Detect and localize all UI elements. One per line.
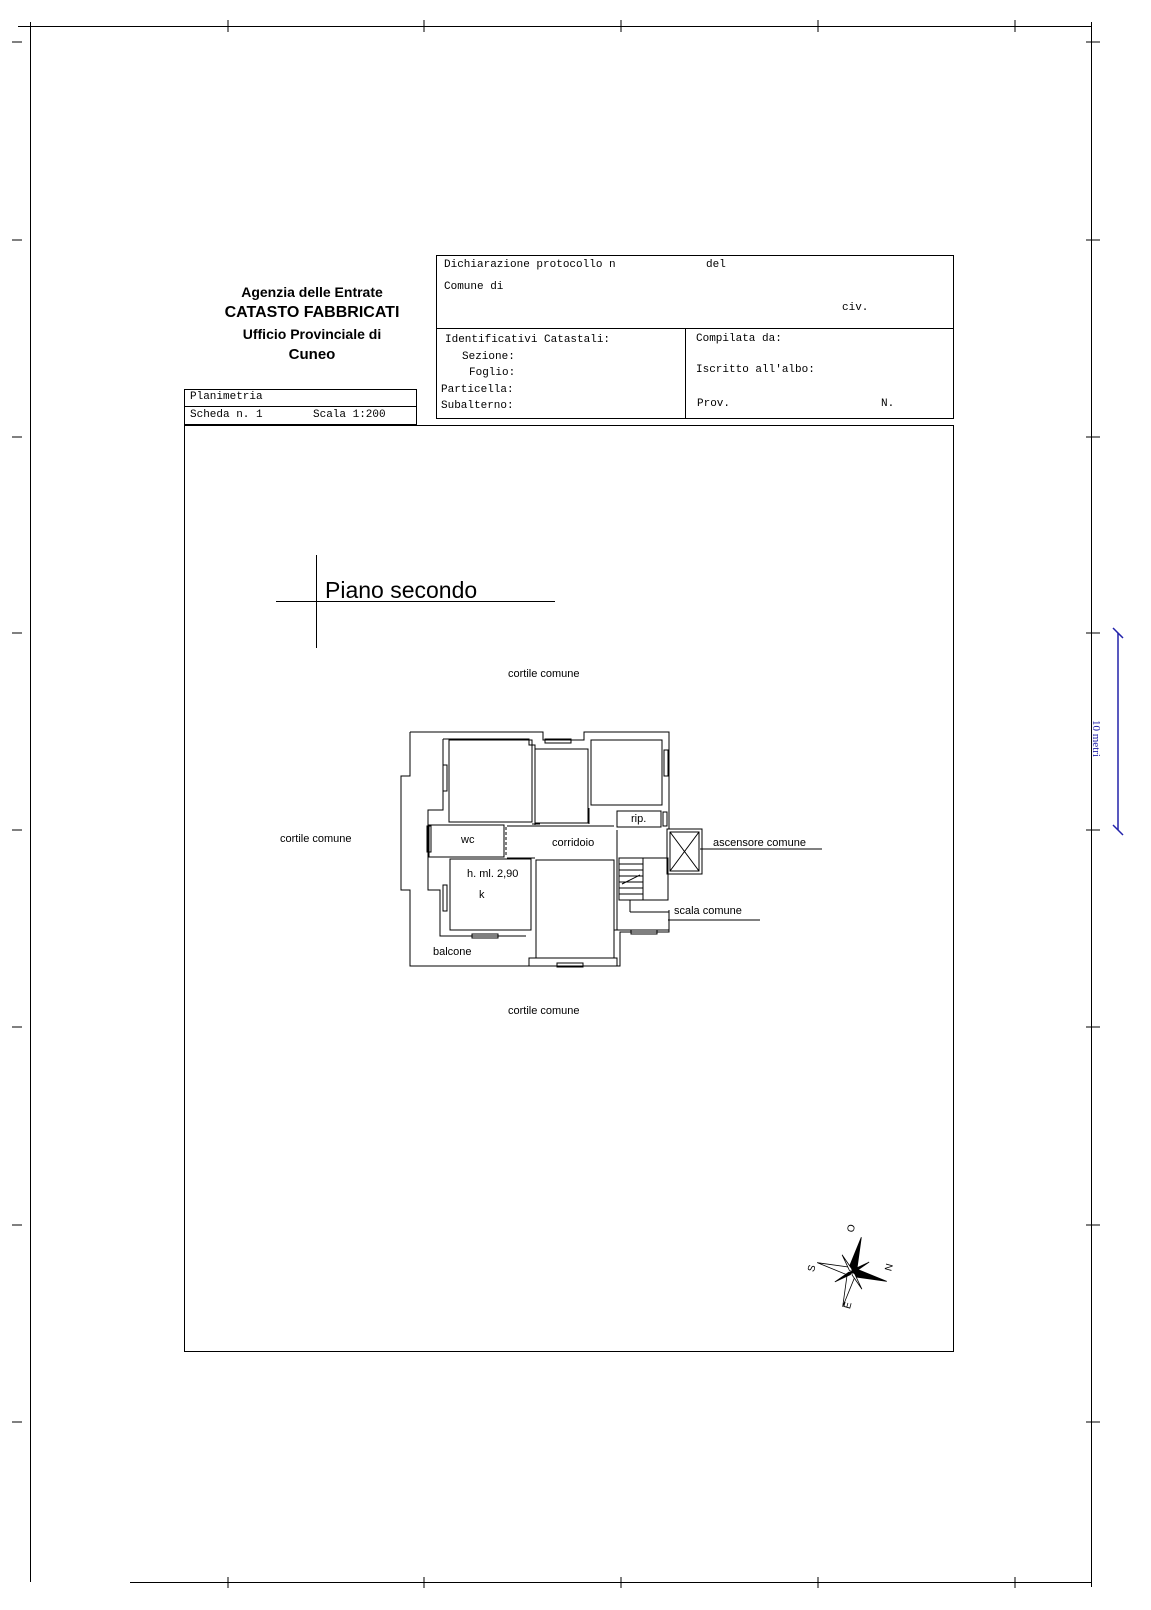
- room-kitchen: k: [479, 889, 485, 901]
- court-label-top: cortile comune: [508, 668, 580, 680]
- foglio-label: Foglio:: [469, 367, 516, 379]
- sezione-label: Sezione:: [462, 351, 515, 363]
- compass-west: O: [845, 1223, 859, 1234]
- office-city: Cuneo: [288, 346, 336, 363]
- ceiling-height: h. ml. 2,90: [467, 868, 519, 880]
- compass-north: N: [883, 1262, 896, 1273]
- compass-south: S: [806, 1263, 819, 1274]
- civ-label: civ.: [842, 302, 869, 314]
- sheet-number: Scheda n. 1: [190, 409, 263, 421]
- identifiers-title: Identificativi Catastali:: [445, 334, 611, 346]
- court-label-bottom: cortile comune: [508, 1005, 580, 1017]
- room-storage: rip.: [631, 813, 647, 825]
- iscritto-label: Iscritto all'albo:: [696, 364, 815, 376]
- scale-bar-label: 10 metri: [1090, 720, 1102, 757]
- n-label: N.: [881, 398, 895, 410]
- del-label: del: [706, 259, 726, 271]
- court-label-left: cortile comune: [280, 833, 352, 845]
- room-wc: wc: [461, 834, 475, 846]
- protocol-label: Dichiarazione protocollo n: [444, 259, 616, 271]
- registry-name: CATASTO FABBRICATI: [224, 304, 400, 321]
- prov-label: Prov.: [697, 398, 731, 410]
- room-elevator: ascensore comune: [713, 837, 806, 849]
- particella-label: Particella:: [441, 384, 514, 396]
- room-balcony: balcone: [433, 946, 472, 958]
- compass-east: E: [842, 1300, 855, 1311]
- room-stairs: scala comune: [674, 905, 742, 917]
- compilata-label: Compilata da:: [696, 333, 782, 345]
- subalterno-label: Subalterno:: [441, 400, 514, 412]
- sheet-scale: Scala 1:200: [313, 409, 386, 421]
- sheet-type: Planimetria: [190, 391, 263, 403]
- agency-name: Agenzia delle Entrate: [241, 284, 383, 300]
- room-corridor: corridoio: [552, 837, 595, 849]
- comune-label: Comune di: [444, 281, 504, 293]
- floor-title: Piano secondo: [325, 577, 478, 603]
- office-name: Ufficio Provinciale di: [242, 326, 382, 342]
